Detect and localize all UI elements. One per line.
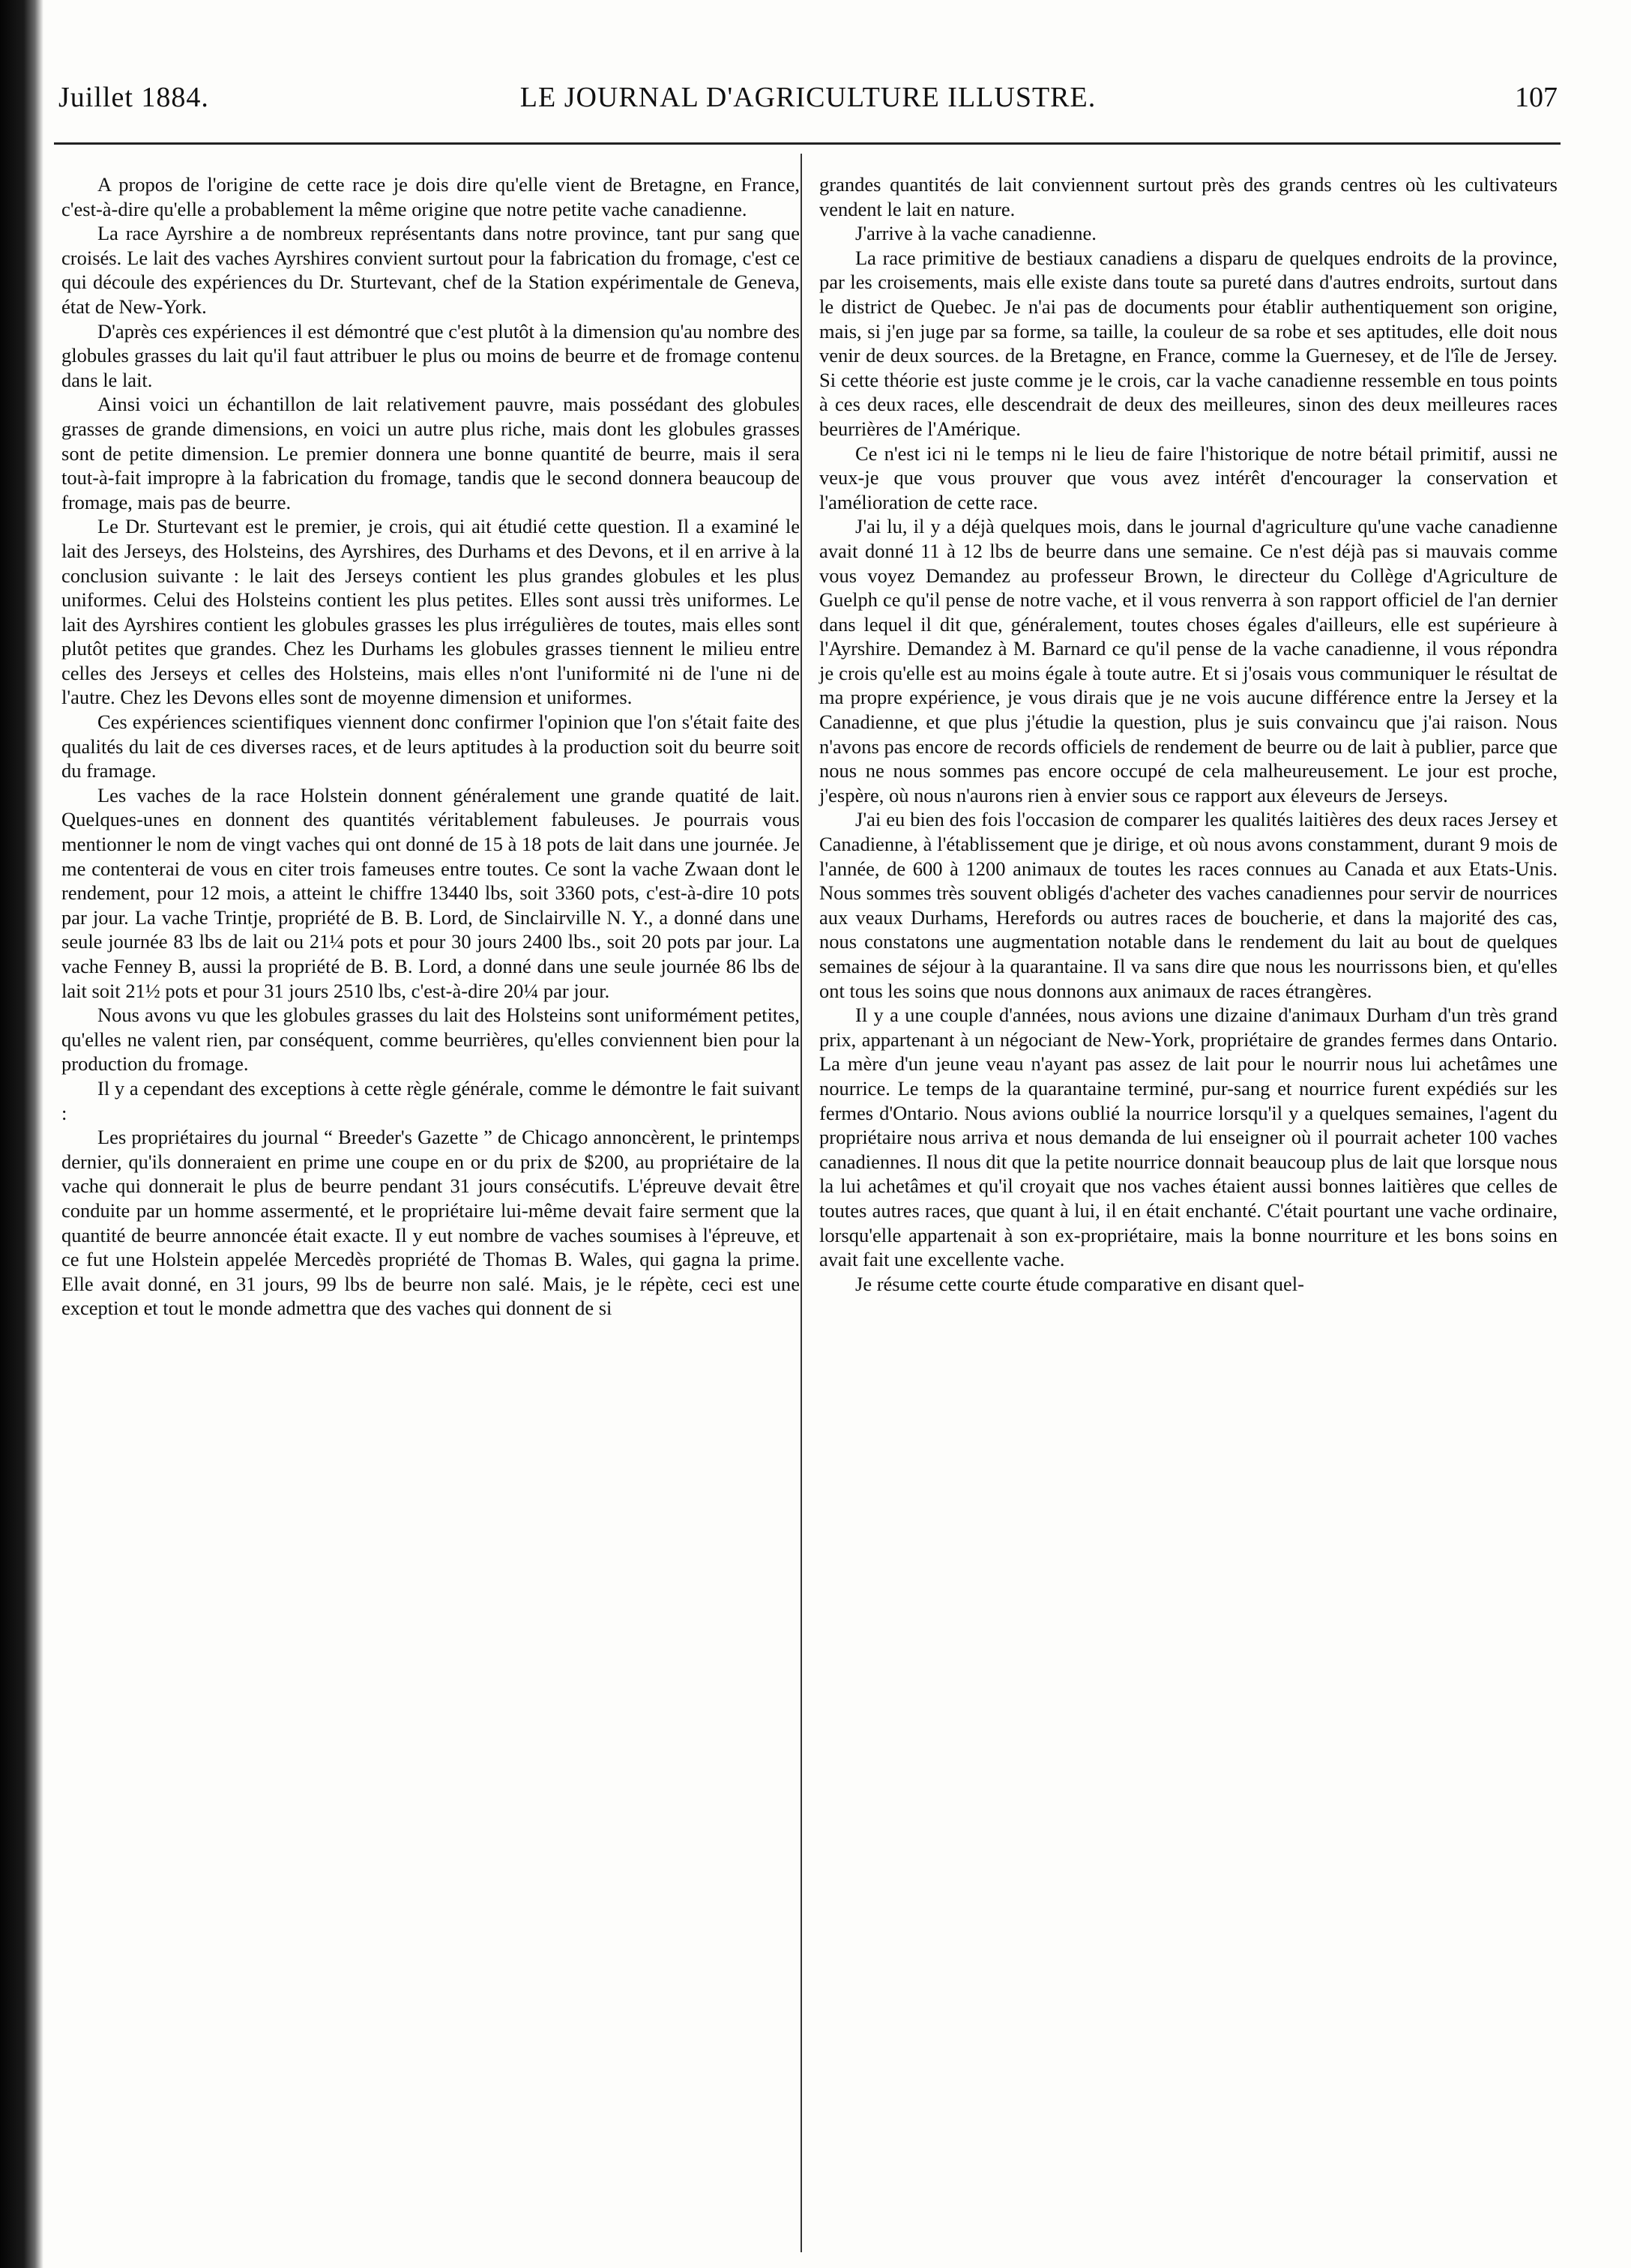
paragraph: Il y a une couple d'années, nous avions une dizaine d'animaux Durham d'un très grand prix, appartenant à un négociant de New-York, propriétaire de grandes fermes dans Ontario. La mère d'un jeune veau n'ayant pas assez de lait pour le nourrir nous lui achetâmes une nourrice. Le temps de la quarantaine terminé, pur-sang et nourrice furent expédiés sur les fermes d'Ontario. Nous avions oublié la nourrice lorsqu'il y a quelques semaines, l'agent du propriétaire nous arriva et nous demanda de lui enseigner où il pourrait acheter 100 vaches canadiennes. Il nous dit que la petite nourrice donnait beaucoup plus de lait que lorsque nous la lui achetâmes et qu'il croyait que nos vaches étaient aussi bonnes laitières que celles de toutes autres races, que quant à lui, il en était enchanté. C'était pourtant une vache ordinaire, lorsqu'elle appartenait à son ex-propriétaire, mais la bonne nourriture et les bons soins en avait fait une excellente vache.: [819, 1004, 1558, 1271]
right-column: [819, 172, 1558, 1296]
page-number: 107: [1515, 82, 1558, 113]
paragraph: J'arrive à la vache canadienne.: [855, 222, 1097, 245]
paragraph: Je résume cette courte étude comparative en disant quel-: [855, 1272, 1304, 1295]
paragraph: Les vaches de la race Holstein donnent généralement une grande quatité de lait. Quelques-unes en donnent des quantités véritablement fabuleuses. Je pourrais vous mentionner le nom de vingt vaches qui ont donné de 15 à 18 pots de lait dans une journée. Je me contenterai de vous en citer trois fameuses entre toutes. Ce sont la vache Zwaan dont le rendement, pour 12 mois, a atteint le chiffre 13440 lbs, soit 3360 pots, c'est-à-dire 10 pots par jour. La vache Trintje, propriété de B. B. Lord, de Sinclairville N. Y., a donné dans une seule journée 83 lbs de lait ou 21¼ pots et pour 30 jours 2400 lbs., soit 20 pots par jour. La vache Fenney B, aussi la propriété de B. B. Lord, a donné dans une seule journée 86 lbs de lait soit 21½ pots et pour 31 jours 2510 lbs, c'est-à-dire 20¼ par jour.: [61, 783, 800, 1002]
journal-title: LE JOURNAL D'AGRICULTURE ILLUSTRE.: [519, 82, 1097, 113]
paragraph: A propos de l'origine de cette race je dois dire qu'elle vient de Bretagne, en France, c'est-à-dire qu'elle a probablement la même origine que notre petite vache canadienne.: [61, 173, 800, 220]
column-divider: [801, 154, 802, 2252]
page-header: [58, 81, 1558, 126]
paragraph: La race primitive de bestiaux canadiens a disparu de quelques endroits de la province, par les croisements, mais elle existe dans toute sa pureté dans d'autres endroits, surtout dans le district de Quebec. Je n'ai pas de documents pour établir authentiquement son origine, mais, si j'en juge par sa forme, sa taille, la couleur de sa robe et ses aptitudes, elle doit nous venir de deux sources. de la Bretagne, en France, comme la Guernesey, et de l'île de Jersey. Si cette théorie est juste comme je le crois, car la vache canadienne ressemble en tous points à ces deux races, elle descendrait de deux des meilleures, sinon des deux meilleures races beurrières de l'Amérique.: [819, 246, 1558, 440]
paragraph: Il y a cependant des exceptions à cette règle générale, comme le démontre le fait suivant :: [61, 1076, 800, 1124]
issue-date: Juillet 1884.: [58, 82, 209, 113]
paragraph: Le Dr. Sturtevant est le premier, je crois, qui ait étudié cette question. Il a examiné le lait des Jerseys, des Holsteins, des Ayrshires, des Durhams et des Devons, et il en arrive à la conclusion suivante : le lait des Jerseys contient les plus grandes globules et les plus uniformes. Celui des Holsteins contient les plus petites. Elles sont aussi très uniformes. Le lait des Ayrshires contient les globules grasses les plus irrégulières de toutes, mais elles sont plutôt petites que grandes. Chez les Durhams les globules grasses tiennent le milieu entre celles des Jerseys et celles des Holsteins, mais elles n'ont l'uniformité ni de l'une ni de l'autre. Chez les Devons elles sont de moyenne dimension et uniformes.: [61, 515, 800, 709]
paragraph: D'après ces expériences il est démontré que c'est plutôt à la dimension qu'au nombre des globules grasses du lait qu'il faut attribuer le plus ou moins de beurre et de fromage contenu dans le lait.: [61, 319, 800, 391]
header-rule: [54, 142, 1561, 145]
left-column: [61, 172, 800, 1321]
paragraph: Ainsi voici un échantillon de lait relativement pauvre, mais possédant des globules grasses de grande dimensions, en voici un autre plus riche, mais dont les globules grasses sont de petite dimension. Le premier donnera une bonne quantité de beurre, mais il sera tout-à-fait impropre à la fabrication du fromage, tandis que le second donnera beaucoup de fromage, mais pas de beurre.: [61, 393, 800, 513]
paragraph: J'ai eu bien des fois l'occasion de comparer les qualités laitières des deux races Jersey et Canadienne, à l'établissement que je dirige, et où nous avons constamment, durant 9 mois de l'année, de 600 à 1200 animaux de toutes les races connues au Canada et aux Etats-Unis. Nous sommes très souvent obligés d'acheter des vaches canadiennes pour servir de nourrices aux veaux Durhams, Herefords ou autres races de boucherie, et dans la majorité des cas, nous constatons une augmentation notable dans le rendement du lait au bout de quelques semaines de séjour à la quarantaine. Il va sans dire que nous les nourrissons bien, et qu'elles ont tous les soins que nous donnons aux animaux de races étrangères.: [819, 808, 1558, 1002]
paragraph: J'ai lu, il y a déjà quelques mois, dans le journal d'agriculture qu'une vache canadienne avait donné 11 à 12 lbs de beurre dans une semaine. Ce n'est déjà pas si mauvais comme vous voyez Demandez au professeur Brown, le directeur du Collège d'Agriculture de Guelph ce qu'il pense de notre vache, et il vous renverra à son rapport officiel de l'an dernier dans lequel il dit que, généralement, toutes choses égales d'ailleurs, elle est supérieure à l'Ayrshire. Demandez à M. Barnard ce qu'il pense de la vache canadienne, il vous répondra je crois qu'elle est au moins égale à toute autre. Et si j'osais vous communiquer le résultat de ma propre expérience, je vous dirais que je ne vois aucune différence entre la Jersey et la Canadienne, et que plus j'étudie la question, plus je suis convaincu que j'ai raison. Nous n'avons pas encore de records officiels de rendement de beurre ou de lait à publier, parce que nous ne nous sommes pas encore occupé de cela malheureusement. Le jour est proche, j'espère, où nous n'aurons rien à envier sous ce rapport aux éleveurs de Jerseys.: [819, 515, 1558, 806]
paragraph-continued: grandes quantités de lait conviennent surtout près des grands centres où les cultivateurs vendent le lait en nature.: [819, 173, 1558, 220]
paragraph: Ce n'est ici ni le temps ni le lieu de faire l'historique de notre bétail primitif, aussi ne veux-je que vous prouver que vous avez intérêt d'encourager la conservation et l'amélioration de cette race.: [819, 441, 1558, 513]
paragraph: Ces expériences scientifiques viennent donc confirmer l'opinion que l'on s'était faite des qualités du lait de ces diverses races, et de leurs aptitudes à la production soit du beurre soit du framage.: [61, 711, 800, 782]
paragraph: Les propriétaires du journal “ Breeder's Gazette ” de Chicago annoncèrent, le printemps dernier, qu'ils donneraient en prime une coupe en or du prix de $200, au propriétaire de la vache qui donnerait le plus de beurre pendant 31 jours consécutifs. L'épreuve devait être conduite par un homme assermenté, et le propriétaire lui-même devait faire serment que la quantité de beurre annoncée était exacte. Il y eut nombre de vaches soumises à l'épreuve, et ce fut une Holstein appelée Mercedès propriété de Thomas B. Wales, qui gagna la prime. Elle avait donné, en 31 jours, 99 lbs de beurre non salé. Mais, je le répète, ceci est une exception et tout le monde admettra que des vaches qui donnent de si: [61, 1126, 800, 1320]
paragraph: Nous avons vu que les globules grasses du lait des Holsteins sont uniformément petites, qu'elles ne valent rien, par conséquent, comme beurrières, qu'elles conviennent bien pour la production du fromage.: [61, 1004, 800, 1076]
page-binding-edge: [0, 0, 43, 2268]
paragraph: La race Ayrshire a de nombreux représentants dans notre province, tant pur sang que croisés. Le lait des vaches Ayrshires convient surtout pour la fabrication du fromage, c'est ce qui découle des expériences du Dr. Sturtevant, chef de la Station expérimentale de Geneva, état de New-York.: [61, 222, 800, 318]
